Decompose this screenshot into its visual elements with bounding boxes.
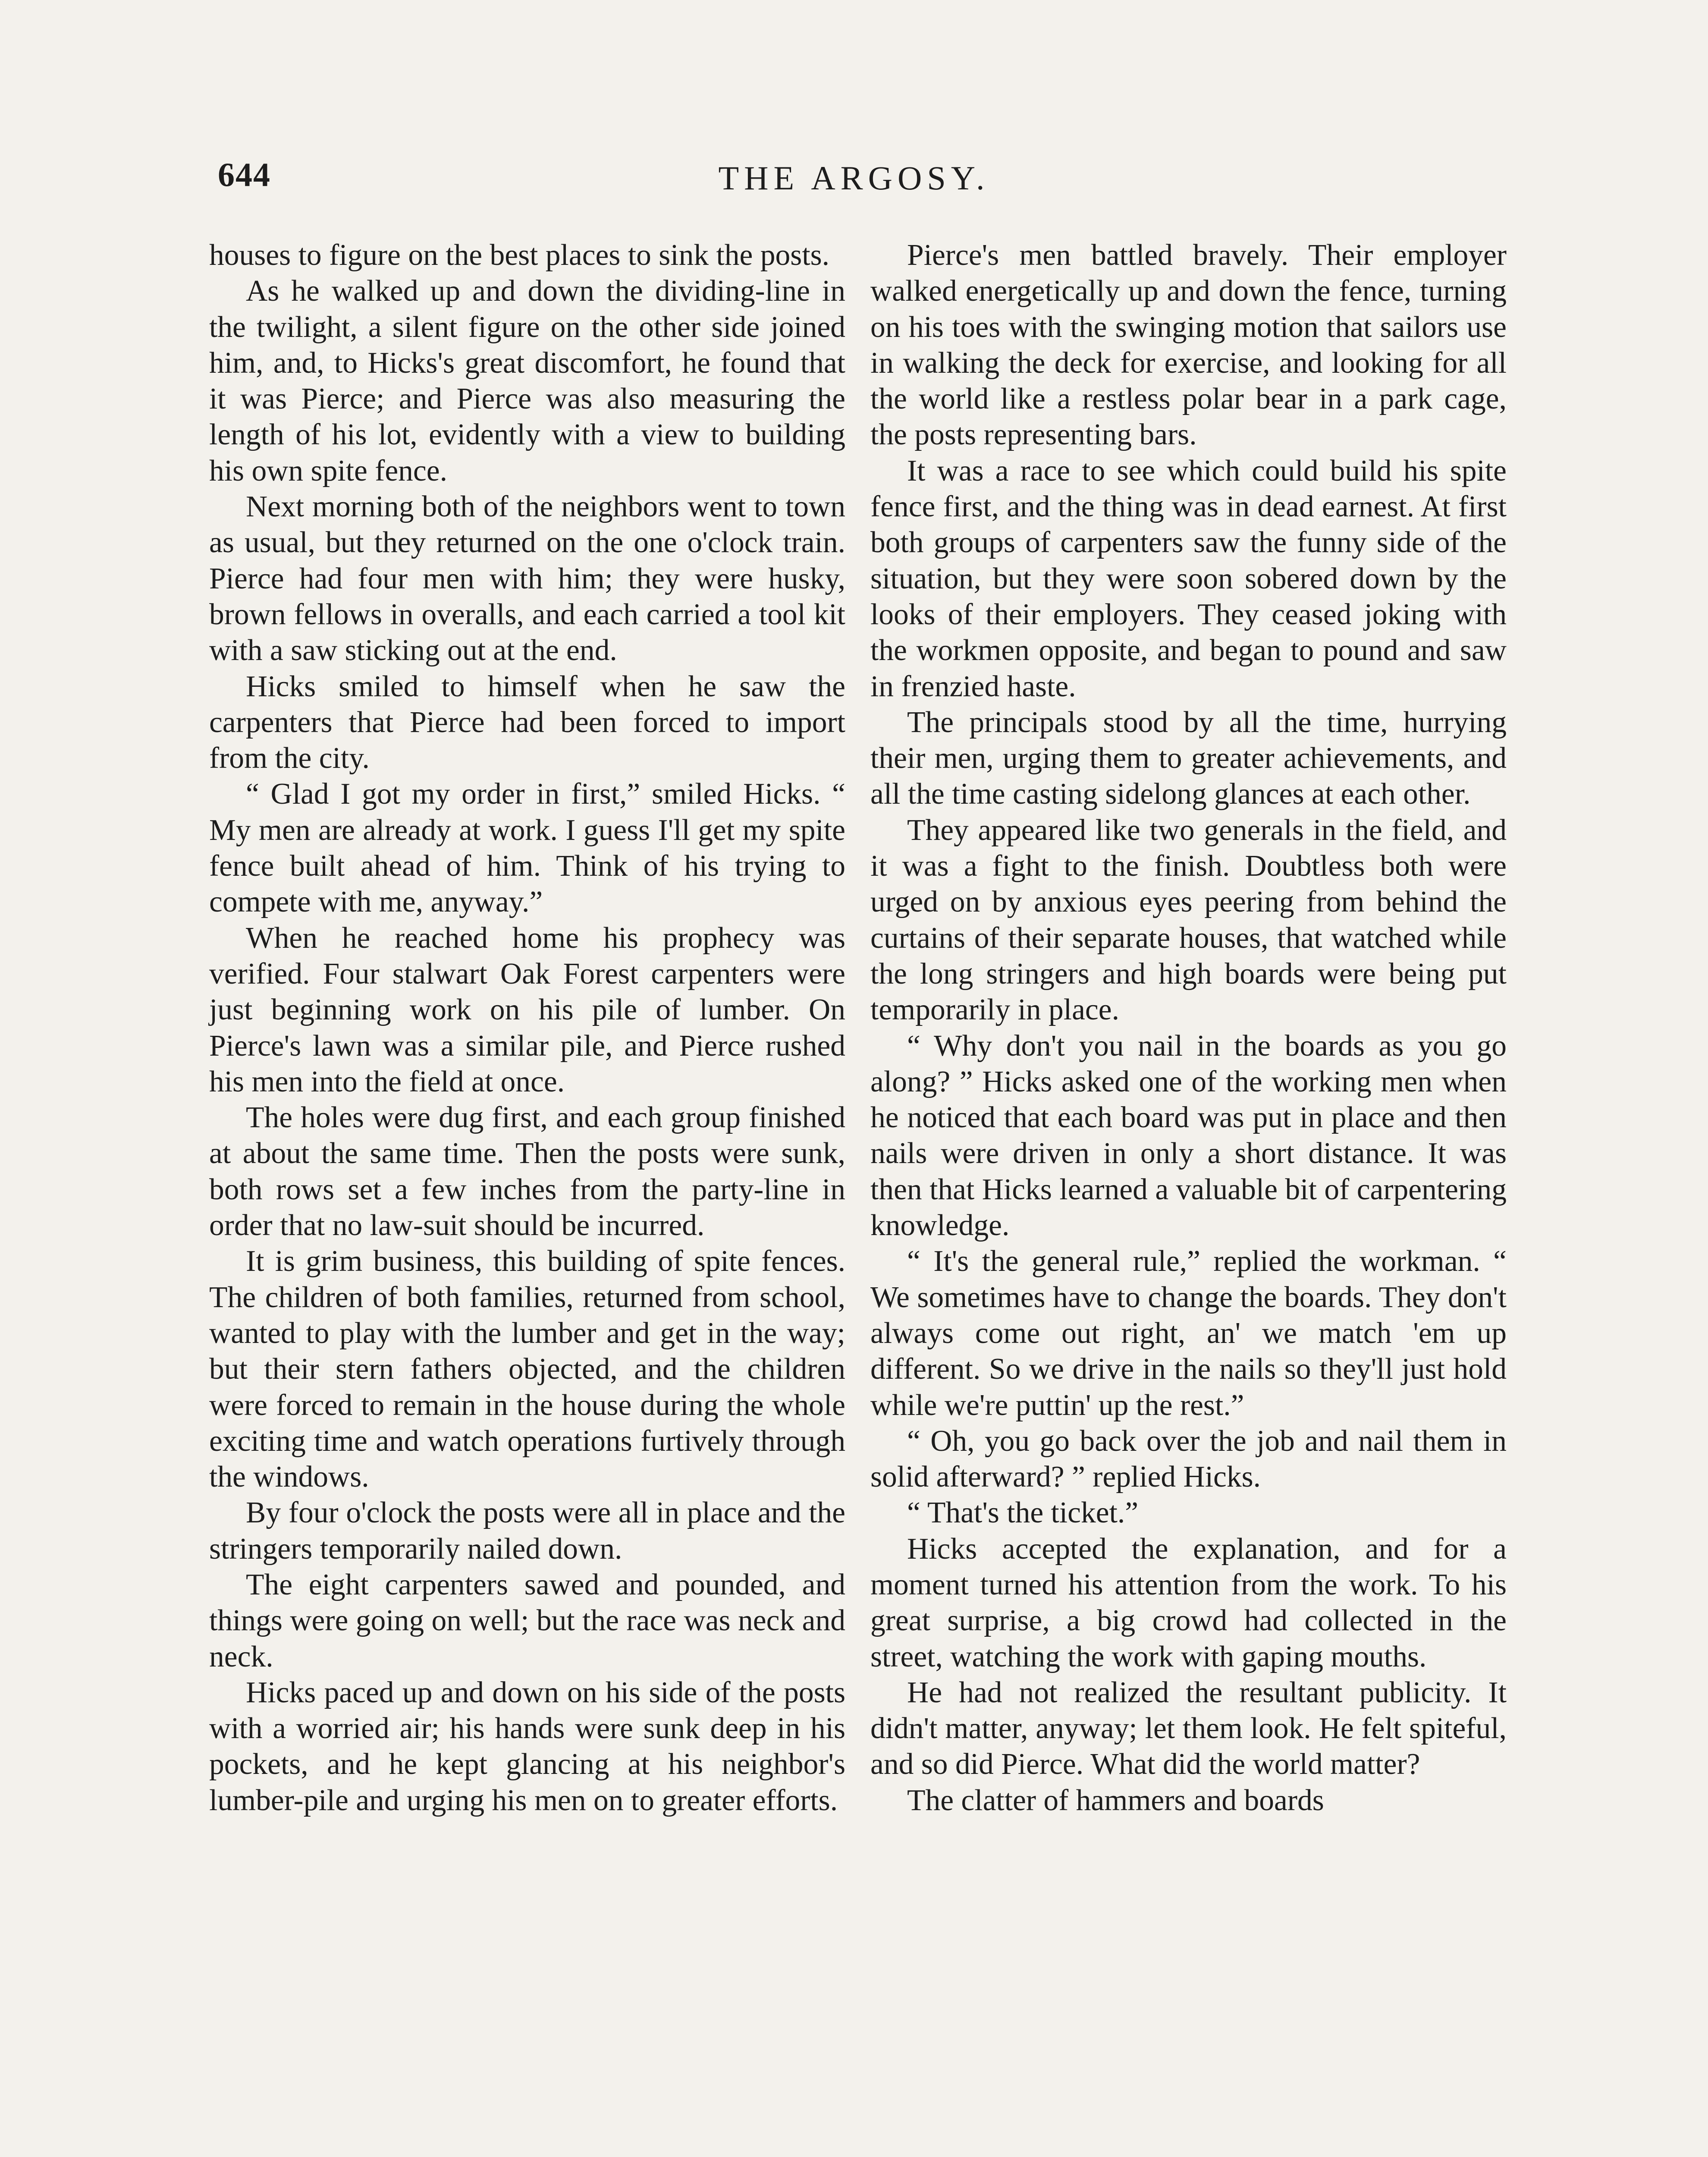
right-column (870, 237, 1507, 1818)
paragraph: “ Glad I got my order in first,” smiled Hicks. “ My men are already at work. I guess I'll get my spite fence built ahead of him. Think of his trying to compete with me, anyway.” (209, 777, 845, 919)
paragraph: The principals stood by all the time, hurrying their men, urging them to greater achievements, and all the time casting sidelong glances at each other. (870, 705, 1507, 811)
paragraph: It was a race to see which could build his spite fence first, and the thing was in dead earnest. At first both groups of carpenters saw the funny side of the situation, but they were soon sobered down by the looks of their employers. They ceased joking with the workmen opposite, and began to pound and saw in frenzied haste. (870, 454, 1507, 703)
paragraph: The clatter of hammers and boards (907, 1783, 1324, 1817)
paragraph: It is grim business, this building of spite fences. The children of both families, returned from school, wanted to play with the lumber and get in the way; but their stern fathers objected, and the children were forced to remain in the house during the whole exciting time and watch operations furtively through the windows. (209, 1245, 845, 1494)
page-number: 644 (218, 156, 271, 193)
paragraph: “ It's the general rule,” replied the workman. “ We sometimes have to change the boards. They don't always come out right, an' we match 'em up different. So we drive in the nails so they'll just hold while we're puttin' up the rest.” (870, 1245, 1507, 1422)
paragraph: “ Oh, you go back over the job and nail them in solid afterward? ” replied Hicks. (870, 1424, 1507, 1494)
paragraph: Hicks accepted the explanation, and for a moment turned his attention from the work. To his great surprise, a big crowd had collected in the street, watching the work with gaping mouths. (870, 1532, 1507, 1673)
paragraph: By four o'clock the posts were all in place and the stringers temporarily nailed down. (209, 1496, 845, 1566)
paragraph: The eight carpenters sawed and pounded, and things were going on well; but the race was neck and neck. (209, 1568, 845, 1673)
paragraph: “ Why don't you nail in the boards as you go along? ” Hicks asked one of the working men when he noticed that each board was put in place and then nails were driven in only a short distance. It was then that Hicks learned a valuable bit of carpentering knowledge. (870, 1029, 1507, 1242)
paragraph: Next morning both of the neighbors went to town as usual, but they returned on the one o'clock train. Pierce had four men with him; they were husky, brown fellows in overalls, and each carried a tool kit with a saw sticking out at the end. (209, 490, 845, 667)
running-head: THE ARGOSY. (718, 159, 990, 197)
paragraph: houses to figure on the best places to sink the posts. (209, 239, 830, 272)
paragraph: Hicks paced up and down on his side of the posts with a worried air; his hands were sunk deep in his pockets, and he kept glancing at his neighbor's lumber-pile and urging his men on to greater efforts. (209, 1676, 845, 1817)
paragraph: He had not realized the resultant publicity. It didn't matter, anyway; let them look. He felt spiteful, and so did Pierce. What did the world matter? (870, 1676, 1507, 1781)
paragraph: The holes were dug first, and each group finished at about the same time. Then the posts were sunk, both rows set a few inches from the party-line in order that no law-suit should be incurred. (209, 1101, 845, 1242)
paragraph: “ That's the ticket.” (907, 1496, 1139, 1530)
paragraph: Hicks smiled to himself when he saw the carpenters that Pierce had been forced to import from the city. (209, 670, 845, 775)
paragraph: When he reached home his prophecy was verified. Four stalwart Oak Forest carpenters were just beginning work on his pile of lumber. On Pierce's lawn was a similar pile, and Pierce rushed his men into the field at once. (209, 921, 845, 1098)
left-column (209, 237, 845, 1818)
paragraph: As he walked up and down the dividing-line in the twilight, a silent figure on the other side joined him, and, to Hicks's great discomfort, he found that it was Pierce; and Pierce was also measuring the length of his lot, evidently with a view to building his own spite fence. (209, 274, 845, 487)
paragraph: They appeared like two generals in the field, and it was a fight to the finish. Doubtless both were urged on by anxious eyes peering from behind the curtains of their separate houses, that watched while the long stringers and high boards were being put temporarily in place. (870, 813, 1507, 1027)
paragraph: Pierce's men battled bravely. Their employer walked energetically up and down the fence, turning on his toes with the swinging motion that sailors use in walking the deck for exercise, and looking for all the world like a restless polar bear in a park cage, the posts representing bars. (870, 239, 1507, 452)
